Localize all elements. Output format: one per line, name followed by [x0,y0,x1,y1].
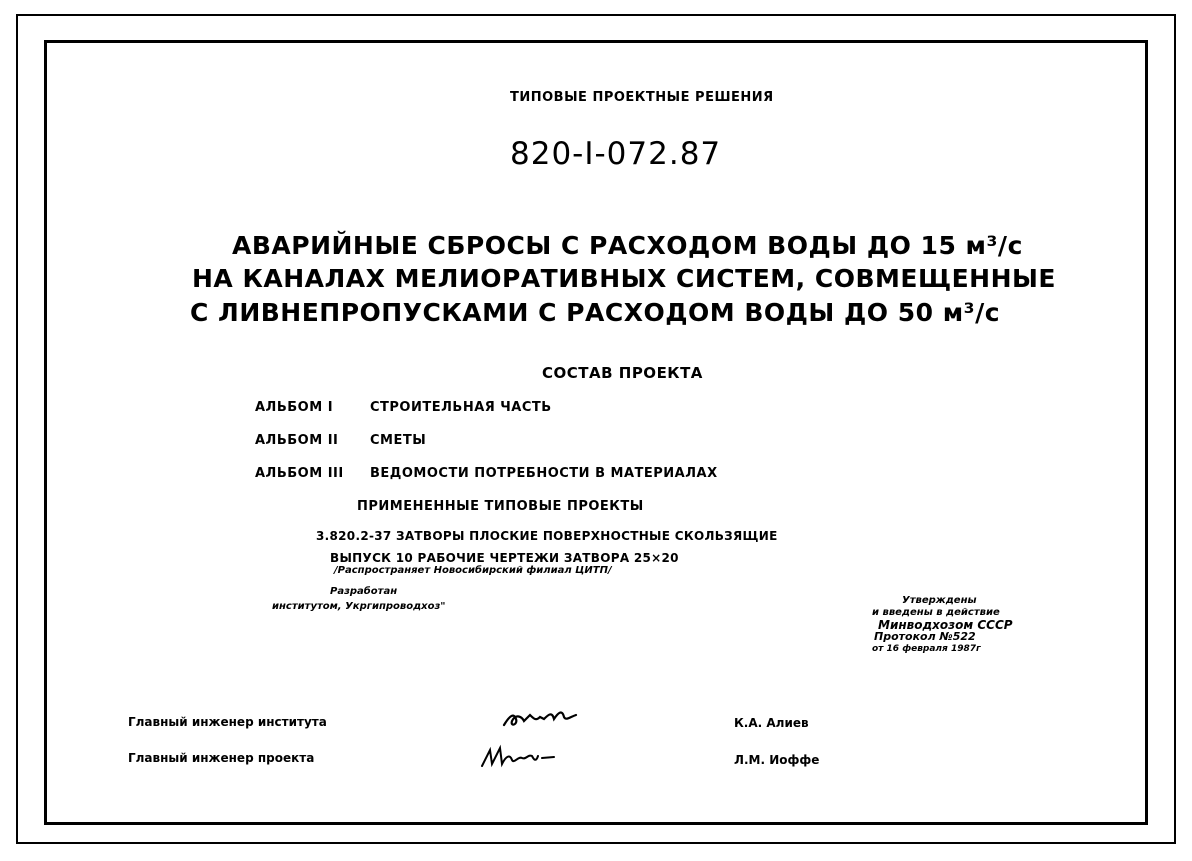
applied-line-1: 3.820.2-37 ЗАТВОРЫ ПЛОСКИЕ ПОВЕРХНОСТНЫЕ СКОЛЬЗЯЩИЕ [316,529,778,543]
handwritten-signature-2 [478,742,558,770]
album-1-text: СТРОИТЕЛЬНАЯ ЧАСТЬ [370,400,552,415]
developer-line-2: институтом, Укргипроводхоз" [272,601,446,612]
signature-role-2: Главный инженер проекта [128,751,315,765]
applied-heading: ПРИМЕНЕННЫЕ ТИПОВЫЕ ПРОЕКТЫ [357,499,644,514]
document-number: 820-І-072.87 [510,136,722,172]
album-1-label: АЛЬБОМ I [255,400,334,415]
applied-line-2: ВЫПУСК 10 РАБОЧИЕ ЧЕРТЕЖИ ЗАТВОРА 25×20 [330,551,679,565]
developer-line-1: Разработан [330,586,398,597]
approval-block [872,595,1042,655]
approval-line-1: Утверждены [902,595,977,606]
series-label: ТИПОВЫЕ ПРОЕКТНЫЕ РЕШЕНИЯ [510,90,774,105]
title-line-2: НА КАНАЛАХ МЕЛИОРАТИВНЫХ СИСТЕМ, СОВМЕЩЕННЫЕ [192,264,1057,293]
title-line-1: АВАРИЙНЫЕ СБРОСЫ С РАСХОДОМ ВОДЫ ДО 15 м³/с [232,231,1023,260]
approval-line-2: и введены в действие [872,607,1000,618]
approval-line-4: Протокол №522 [874,630,976,643]
approval-line-5: от 16 февраля 1987г [872,644,981,654]
composition-heading: СОСТАВ ПРОЕКТА [542,364,703,382]
approval-line-3: Минводхозом СССР [878,618,1013,632]
signature-role-1: Главный инженер института [128,715,327,729]
signature-name-2: Л.М. Иоффе [734,753,820,767]
album-3-text: ВЕДОМОСТИ ПОТРЕБНОСТИ В МАТЕРИАЛАХ [370,466,718,481]
album-2-text: СМЕТЫ [370,433,427,448]
album-3-label: АЛЬБОМ III [255,466,344,481]
title-line-3: С ЛИВНЕПРОПУСКАМИ С РАСХОДОМ ВОДЫ ДО 50 м³/с [190,298,1001,327]
signature-name-1: К.А. Алиев [734,716,809,730]
handwritten-signature-1 [500,703,580,731]
album-2-label: АЛЬБОМ II [255,433,339,448]
distributor-note: /Распространяет Новосибирский филиал ЦИТП/ [334,565,612,576]
